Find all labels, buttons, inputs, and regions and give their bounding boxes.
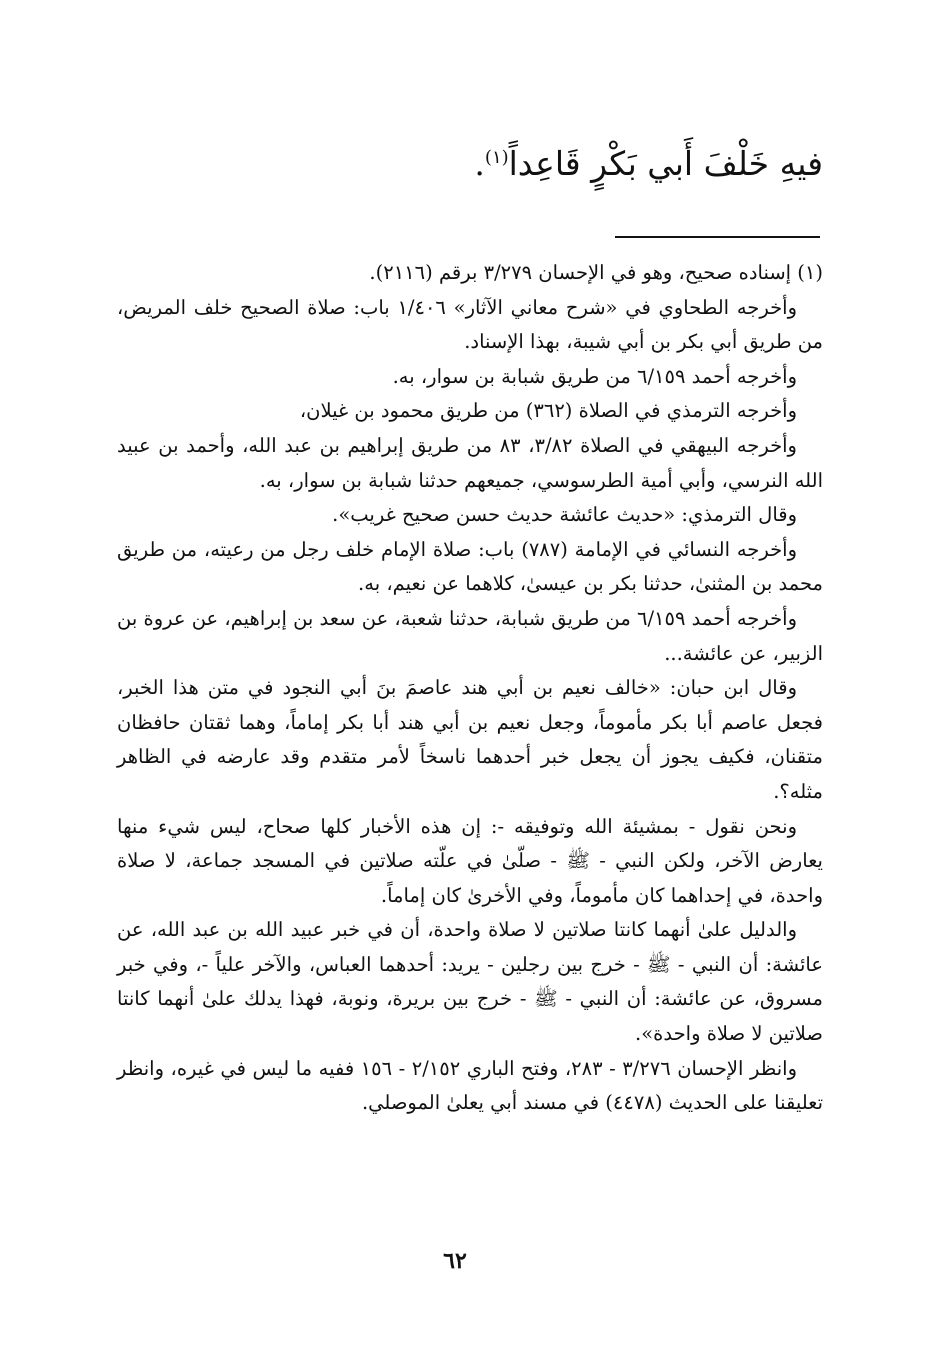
- footnote-paragraph: والدليل علىٰ أنهما كانتا صلاتين لا صلاة واحدة، أن في خبر عبيد الله بن عبد الله، عن عائشة: أن النبي - ﷺ - خرج بين رجلين - يريد: أحدهما العباس، والآخر علياً -، وفي خبر مسروق، عن عائشة: أن النبي - ﷺ - خرج بين بريرة، ونوبة، فهذا يدلك علىٰ أنهما كانتا صلاتين لا صلاة واحدة».: [117, 918, 823, 1046]
- footnote-paragraph: وأخرجه الترمذي في الصلاة (٣٦٢) من طريق محمود بن غيلان،: [299, 399, 797, 423]
- main-text: فيهِ خَلْفَ أَبي بَكْرٍ قَاعِداً: [508, 144, 823, 183]
- footnote-paragraph: وأخرجه الطحاوي في «شرح معاني الآثار» ١/٤٠٦ باب: صلاة الصحيح خلف المريض، من طريق أبي بكر بن أبي شيبة، بهذا الإسناد.: [117, 295, 823, 354]
- footnote-paragraph: وقال الترمذي: «حديث عائشة حديث حسن صحيح غريب».: [332, 503, 797, 527]
- footnote-paragraph: وأخرجه النسائي في الإمامة (٧٨٧) باب: صلاة الإمام خلف رجل من رعيته، من طريق محمد بن المثنىٰ، حدثنا بكر بن عيسىٰ، كلاهما عن نعيم، به.: [117, 537, 823, 596]
- footnote-paragraph: وأخرجه البيهقي في الصلاة ٣/٨٢، ٨٣ من طريق إبراهيم بن عبد الله، وأحمد بن عبيد الله النرسي، وأبي أمية الطرسوسي، جميعهم حدثنا شبابة بن سوار، به.: [117, 433, 823, 492]
- footnote-paragraph: ونحن نقول - بمشيئة الله وتوفيقه -: إن هذه الأخبار كلها صحاح، ليس شيء منها يعارض الآخر، ولكن النبي - ﷺ - صلّىٰ في علّته صلاتين في المسجد جماعة، لا صلاة واحدة، في إحداهما كان مأموماً، وفي الأخرىٰ كان إماماً.: [117, 814, 823, 907]
- main-text-end: .: [474, 144, 485, 183]
- footnote-paragraph: وأخرجه أحمد ٦/١٥٩ من طريق شبابة بن سوار، به.: [392, 364, 797, 388]
- footnote-paragraph: وأخرجه أحمد ٦/١٥٩ من طريق شبابة، حدثنا شعبة، عن سعد بن إبراهيم، عن عروة بن الزبير، عن عائشة...: [117, 606, 823, 665]
- footnote-paragraph: (١) إسناده صحيح، وهو في الإحسان ٣/٢٧٩ برقم (٢١١٦).: [369, 261, 823, 284]
- footnote-separator: [615, 236, 820, 238]
- footnotes: [117, 256, 823, 1121]
- main-text-line: [63, 128, 823, 194]
- page-number: ٦٢: [443, 1248, 467, 1274]
- footnote-paragraph: وقال ابن حبان: «خالف نعيم بن أبي هند عاصمَ بنَ أبي النجود في متن هذا الخبر، فجعل عاصم أبا بكر مأموماً، وجعل نعيم بن أبي هند أبا بكر إماماً، وهما ثقتان حافظان متقنان، فكيف يجوز أن يجعل خبر أحدهما ناسخاً لأمر متقدم وقد عارضه في الظاهر مثله؟.: [117, 676, 823, 803]
- footnote-paragraph: وانظر الإحسان ٣/٢٧٦ - ٢٨٣، وفتح الباري ٢/١٥٢ - ١٥٦ ففيه ما ليس في غيره، وانظر تعليقنا على الحديث (٤٤٧٨) في مسند أبي يعلىٰ الموصلي.: [117, 1056, 823, 1115]
- footnote-marker: (١): [484, 147, 509, 168]
